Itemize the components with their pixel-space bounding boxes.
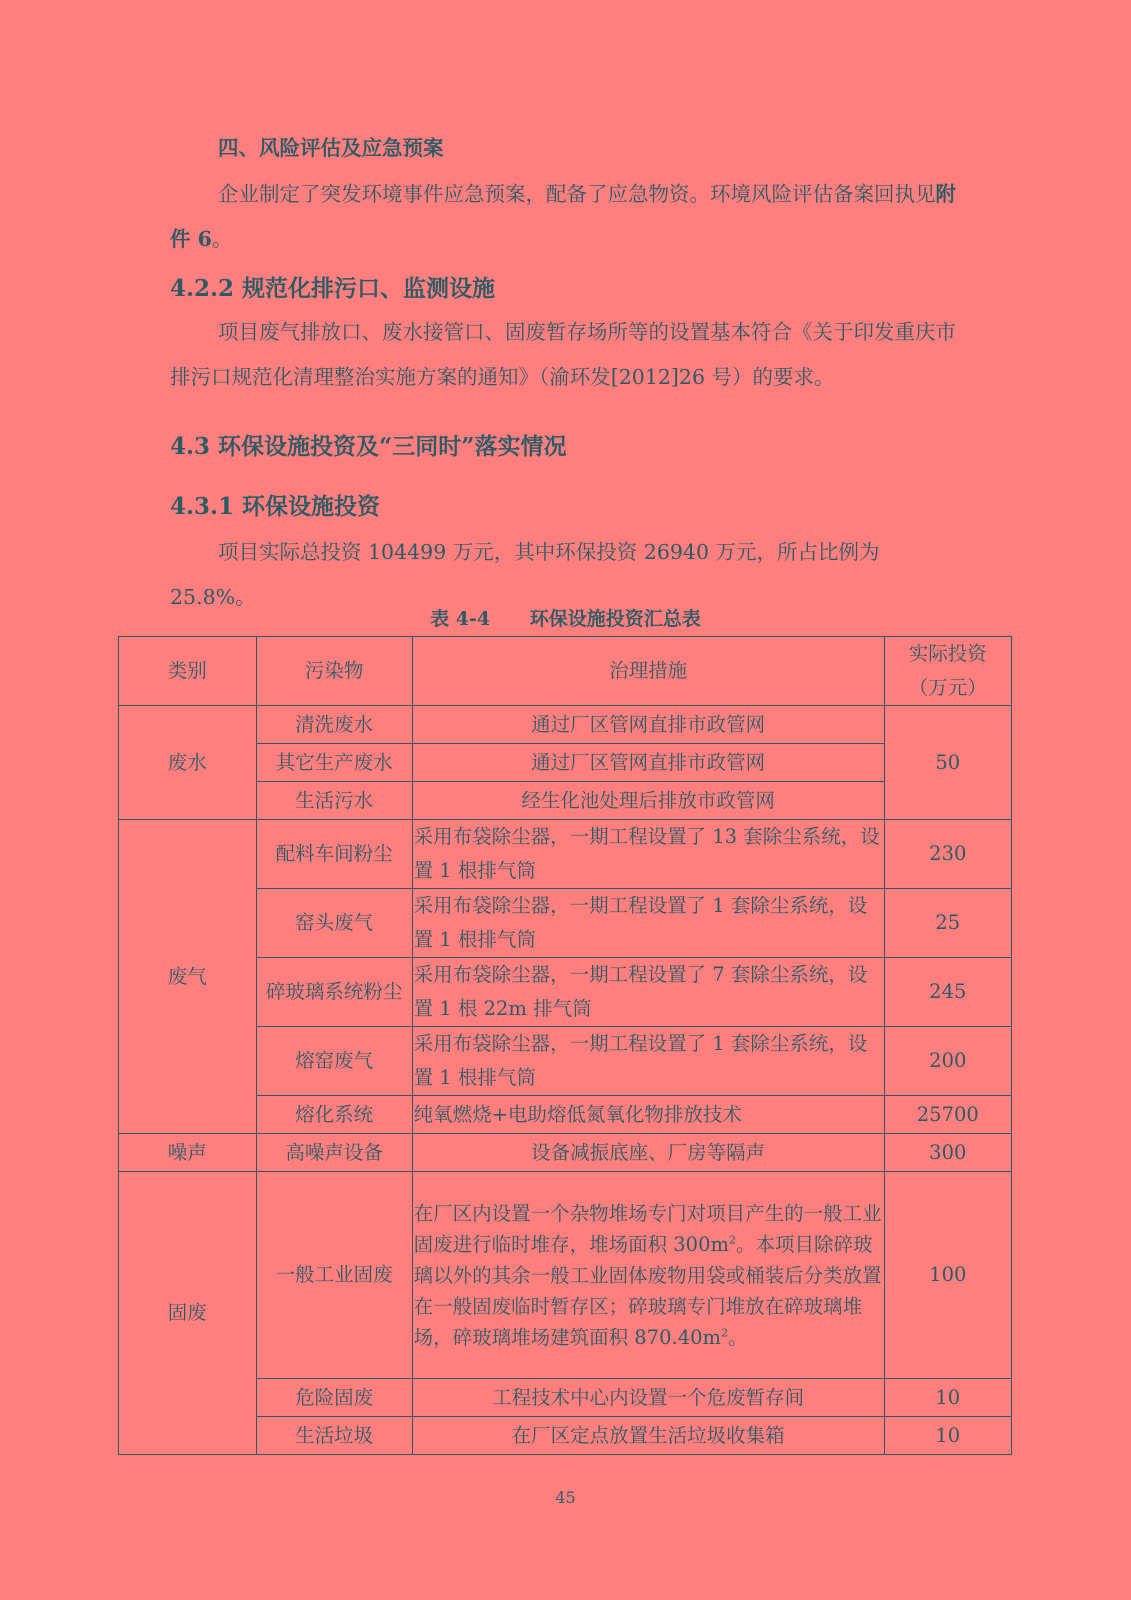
paragraph-risk-end: 。 <box>211 227 233 251</box>
pollutant-cell: 碎玻璃系统粉尘 <box>256 958 412 1027</box>
pollutant-cell: 危险固废 <box>256 1379 412 1417</box>
table-row <box>119 1134 1012 1172</box>
investment-cell: 100 <box>884 1172 1011 1379</box>
pollutant-cell: 高噪声设备 <box>256 1134 412 1172</box>
header-investment-line1: 实际投资 <box>908 642 987 665</box>
investment-cell: 50 <box>884 706 1011 820</box>
header-investment-line2: （万元） <box>908 676 987 699</box>
pollutant-cell: 熔窑废气 <box>256 1027 412 1096</box>
measure-cell: 在厂区定点放置生活垃圾收集箱 <box>412 1417 884 1455</box>
pollutant-cell: 熔化系统 <box>256 1096 412 1134</box>
pollutant-cell: 一般工业固废 <box>256 1172 412 1379</box>
measure-cell: 纯氧燃烧+电助熔低氮氧化物排放技术 <box>412 1096 884 1134</box>
investment-cell: 200 <box>884 1027 1011 1096</box>
group-exhaust-gas: 废气 <box>119 820 257 1134</box>
pollutant-cell: 窑头废气 <box>256 889 412 958</box>
section-heading-risk: 四、风险评估及应急预案 <box>218 136 444 160</box>
paragraph-risk <box>170 172 960 262</box>
measure-cell: 采用布袋除尘器，一期工程设置了 7 套除尘系统，设置 1 根 22m 排气筒 <box>412 958 884 1027</box>
measure-cell: 通过厂区管网直排市政管网 <box>412 744 884 782</box>
pollutant-cell: 生活垃圾 <box>256 1417 412 1455</box>
table-caption: 表 4-4 环保设施投资汇总表 <box>430 608 701 630</box>
superscript: 2 <box>729 1233 736 1246</box>
measure-cell: 设备减振底座、厂房等隔声 <box>412 1134 884 1172</box>
measure-text-a: 在厂区内设置一个杂物堆场专门对项目产生的一般工业固废进行临时堆存，堆场面积 300m <box>413 1201 882 1256</box>
heading-4-3: 4.3 环保设施投资及“三同时”落实情况 <box>170 433 567 460</box>
investment-cell: 10 <box>884 1417 1011 1455</box>
measure-cell: 通过厂区管网直排市政管网 <box>412 706 884 744</box>
investment-cell: 10 <box>884 1379 1011 1417</box>
heading-4-3-1: 4.3.1 环保设施投资 <box>170 493 381 520</box>
heading-4-2-2: 4.2.2 规范化排污口、监测设施 <box>170 275 496 302</box>
measure-text-c: 。 <box>728 1325 748 1349</box>
header-investment <box>884 637 1011 706</box>
group-noise: 噪声 <box>119 1134 257 1172</box>
page-number: 45 <box>555 1488 576 1507</box>
pollutant-cell: 配料车间粉尘 <box>256 820 412 889</box>
measure-cell <box>412 1172 884 1379</box>
header-measure: 治理措施 <box>412 637 884 706</box>
pollutant-cell: 其它生产废水 <box>256 744 412 782</box>
measure-cell: 经生化池处理后排放市政管网 <box>412 782 884 820</box>
table-row <box>119 820 1012 889</box>
measure-cell: 采用布袋除尘器，一期工程设置了 1 套除尘系统，设置 1 根排气筒 <box>412 1027 884 1096</box>
investment-cell: 25 <box>884 889 1011 958</box>
measure-cell: 采用布袋除尘器，一期工程设置了 13 套除尘系统，设置 1 根排气筒 <box>412 820 884 889</box>
paragraph-risk-text: 企业制定了突发环境事件应急预案，配备了应急物资。环境风险评估备案回执见 <box>218 182 936 206</box>
investment-table <box>118 636 1012 1455</box>
measure-text-b: 。本项目除碎玻璃以外的其余一般工业固体废物用袋或桶装后分类放置在一般固废临时暂存区；碎玻璃专门堆放在碎玻璃堆场，碎玻璃堆场建筑面积 870.40m <box>413 1232 882 1349</box>
table-header-row <box>119 637 1012 706</box>
group-wastewater: 废水 <box>119 706 257 820</box>
header-pollutant: 污染物 <box>256 637 412 706</box>
investment-cell: 25700 <box>884 1096 1011 1134</box>
measure-cell: 工程技术中心内设置一个危废暂存间 <box>412 1379 884 1417</box>
table-row <box>119 1172 1012 1379</box>
superscript: 2 <box>721 1326 728 1339</box>
investment-cell: 300 <box>884 1134 1011 1172</box>
pollutant-cell: 清洗废水 <box>256 706 412 744</box>
group-solid-waste: 固废 <box>119 1172 257 1455</box>
investment-cell: 245 <box>884 958 1011 1027</box>
table-row <box>119 706 1012 744</box>
measure-cell: 采用布袋除尘器，一期工程设置了 1 套除尘系统，设置 1 根排气筒 <box>412 889 884 958</box>
attachment-ref: 附件 6 <box>170 182 956 251</box>
header-category: 类别 <box>119 637 257 706</box>
paragraph-outlet: 项目废气排放口、废水接管口、固废暂存场所等的设置基本符合《关于印发重庆市排污口规范化清理整治实施方案的通知》（渝环发[2012]26 号）的要求。 <box>170 320 956 389</box>
investment-cell: 230 <box>884 820 1011 889</box>
paragraph-investment: 项目实际总投资 104499 万元，其中环保投资 26940 万元，所占比例为 25.8%。 <box>170 540 880 609</box>
pollutant-cell: 生活污水 <box>256 782 412 820</box>
